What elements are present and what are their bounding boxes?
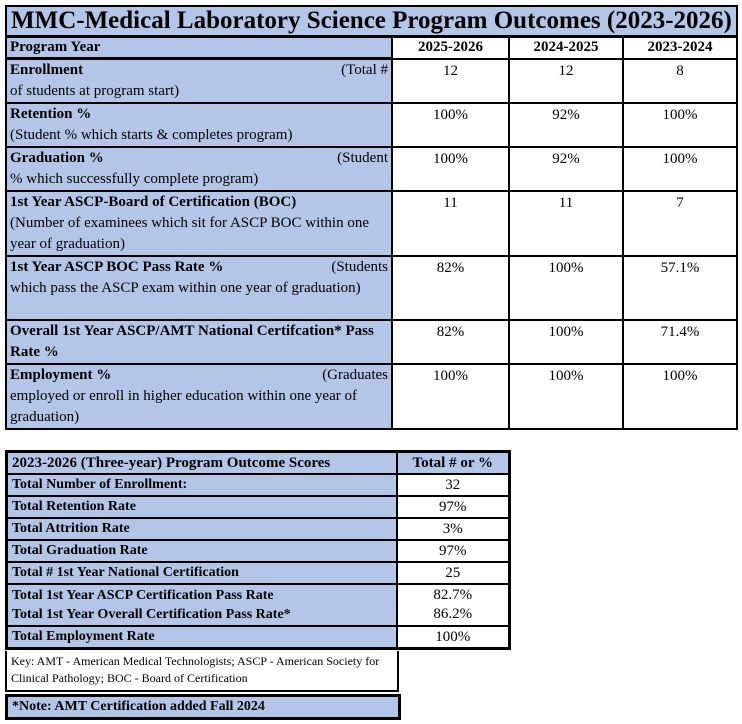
row-title: Graduation % [10, 150, 104, 166]
summary-value: 97% [397, 540, 510, 562]
cell-value: 100% [509, 364, 623, 429]
cell-value: 8 [623, 59, 737, 104]
cell-value: 12 [509, 59, 623, 104]
row-description: (Number of examinees which sit for ASCP BOC within one year of graduation) [10, 215, 369, 252]
cell-value: 11 [509, 191, 623, 256]
cell-value: 71.4% [623, 320, 737, 364]
cell-value: 7 [623, 191, 737, 256]
year-header: 2023-2024 [623, 37, 737, 59]
row-desc-start: (Students [331, 259, 388, 275]
summary-label: Total 1st Year Overall Certification Pass Rate* [12, 607, 291, 622]
summary-row [7, 540, 510, 562]
table-row [6, 364, 737, 429]
cell-value: 100% [392, 103, 509, 147]
row-label [6, 147, 392, 191]
row-label [6, 256, 392, 320]
row-label [6, 103, 392, 147]
row-description: % which successfully complete program) [10, 171, 259, 187]
table-row [6, 191, 737, 256]
cell-value: 12 [392, 59, 509, 104]
row-label [6, 59, 392, 104]
cell-value: 100% [509, 320, 623, 364]
row-title: 1st Year ASCP BOC Pass Rate % [10, 259, 224, 275]
row-desc-start: (Student [337, 150, 388, 166]
row-label [6, 191, 392, 256]
summary-row [7, 562, 510, 584]
cell-value: 100% [509, 256, 623, 320]
summary-row [7, 518, 510, 540]
summary-row [7, 626, 510, 649]
summary-label: Total # 1st Year National Certification [7, 562, 397, 584]
cell-value: 82% [392, 320, 509, 364]
abbreviation-key: Key: AMT - American Medical Technologists; ASCP - American Society for Clinical Pathology; BOC - Board of Certification [5, 651, 399, 692]
summary-row [7, 496, 510, 518]
cell-value: 100% [623, 103, 737, 147]
row-desc-start: (Total # [341, 62, 388, 78]
summary-value: 100% [397, 626, 510, 649]
summary-value: 3% [397, 518, 510, 540]
cell-value: 57.1% [623, 256, 737, 320]
summary-label: Total Number of Enrollment: [7, 474, 397, 496]
summary-value: 97% [397, 496, 510, 518]
table-row [6, 320, 737, 364]
row-title: Retention % [10, 106, 92, 122]
row-title: Employment % [10, 367, 112, 383]
row-label [6, 320, 392, 364]
table-row [6, 103, 737, 147]
row-description: employed or enroll in higher education within one year of graduation) [10, 388, 357, 425]
summary-value: 25 [397, 562, 510, 584]
summary-table [5, 450, 511, 650]
year-header: 2025-2026 [392, 37, 509, 59]
row-title: Enrollment [10, 62, 84, 78]
cell-value: 100% [392, 364, 509, 429]
cell-value: 82% [392, 256, 509, 320]
row-title: Overall 1st Year ASCP/AMT National Certifcation* Pass Rate % [10, 323, 374, 360]
cell-value: 92% [509, 147, 623, 191]
summary-value: 82.7% [433, 587, 473, 603]
table-row [6, 59, 737, 104]
row-description: which pass the ASCP exam within one year of graduation) [10, 280, 361, 296]
row-description: (Student % which starts & completes program) [10, 127, 293, 143]
table-row [6, 256, 737, 320]
year-header: 2024-2025 [509, 37, 623, 59]
summary-label: Total Employment Rate [7, 626, 397, 649]
summary-label: Total Attrition Rate [7, 518, 397, 540]
table-row [6, 147, 737, 191]
summary-label: Total Retention Rate [7, 496, 397, 518]
summary-value-group [397, 584, 510, 626]
cell-value: 11 [392, 191, 509, 256]
summary-row [7, 474, 510, 496]
page-title: MMC-Medical Laboratory Science Program Outcomes (2023-2026) [6, 6, 737, 37]
program-year-label: Program Year [6, 37, 392, 59]
cell-value: 100% [623, 147, 737, 191]
cell-value: 92% [509, 103, 623, 147]
summary-header: 2023-2026 (Three-year) Program Outcome Scores [7, 452, 397, 475]
summary-row [7, 584, 510, 626]
summary-value-header: Total # or % [397, 452, 510, 475]
summary-label: Total Graduation Rate [7, 540, 397, 562]
footnote: *Note: AMT Certification added Fall 2024 [5, 694, 401, 720]
row-label [6, 364, 392, 429]
cell-value: 100% [623, 364, 737, 429]
summary-label: Total 1st Year ASCP Certification Pass Rate [12, 588, 274, 603]
cell-value: 100% [392, 147, 509, 191]
summary-label-group [7, 584, 397, 626]
summary-value: 86.2% [433, 606, 473, 622]
row-title: 1st Year ASCP-Board of Certification (BOC) [10, 194, 297, 210]
outcomes-table [5, 5, 738, 430]
summary-value: 32 [397, 474, 510, 496]
row-desc-start: (Graduates [322, 367, 388, 383]
row-description: of students at program start) [10, 83, 180, 99]
